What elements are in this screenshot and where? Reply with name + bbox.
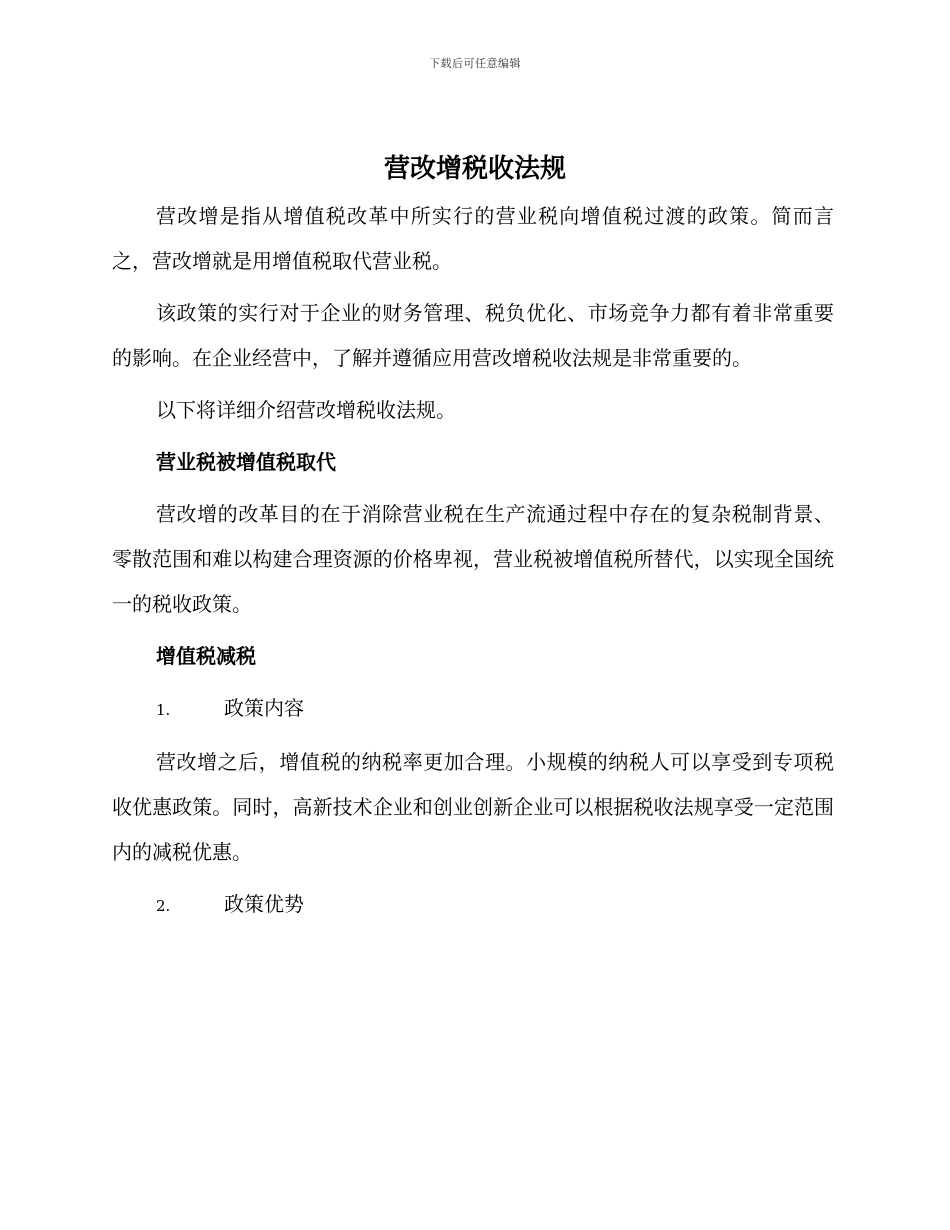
intro-paragraph-1: 营改增是指从增值税改革中所实行的营业税向增值税过渡的政策。简而言之，营改增就是用增值税取代营业税。 [112,204,834,273]
list-number: 1. [156,701,171,719]
intro-paragraph-3: 以下将详细介绍营改增税收法规。 [156,398,456,422]
document-title: 营改增税收法规 [383,154,566,184]
section1-paragraph: 营改增的改革目的在于消除营业税在生产流通过程中存在的复杂税制背景、零散范围和难以构建合理资源的价格卑视，营业税被增值税所替代，以实现全国统一的税收政策。 [112,502,834,616]
section-heading-vat-replaces-business-tax: 营业税被增值税取代 [156,450,336,474]
list-item-label: 政策优势 [224,892,304,916]
intro-paragraph-2: 该政策的实行对于企业的财务管理、税负优化、市场竞争力都有着非常重要的影响。在企业经营中，了解并遵循应用营改增税收法规是非常重要的。 [112,301,834,370]
list-item-policy-content [112,686,834,733]
list-number: 2. [156,897,171,915]
list-item-label: 政策内容 [224,696,304,720]
list-item-policy-advantage [112,882,834,929]
document-body [112,194,834,936]
policy-content-paragraph: 营改增之后，增值税的纳税率更加合理。小规模的纳税人可以享受到专项税收优惠政策。同时，高新技术企业和创业创新企业可以根据税收法规享受一定范围内的减税优惠。 [112,750,834,864]
section-heading-vat-reduction: 增值税减税 [156,644,256,668]
header-note: 下载后可任意编辑 [429,57,521,70]
